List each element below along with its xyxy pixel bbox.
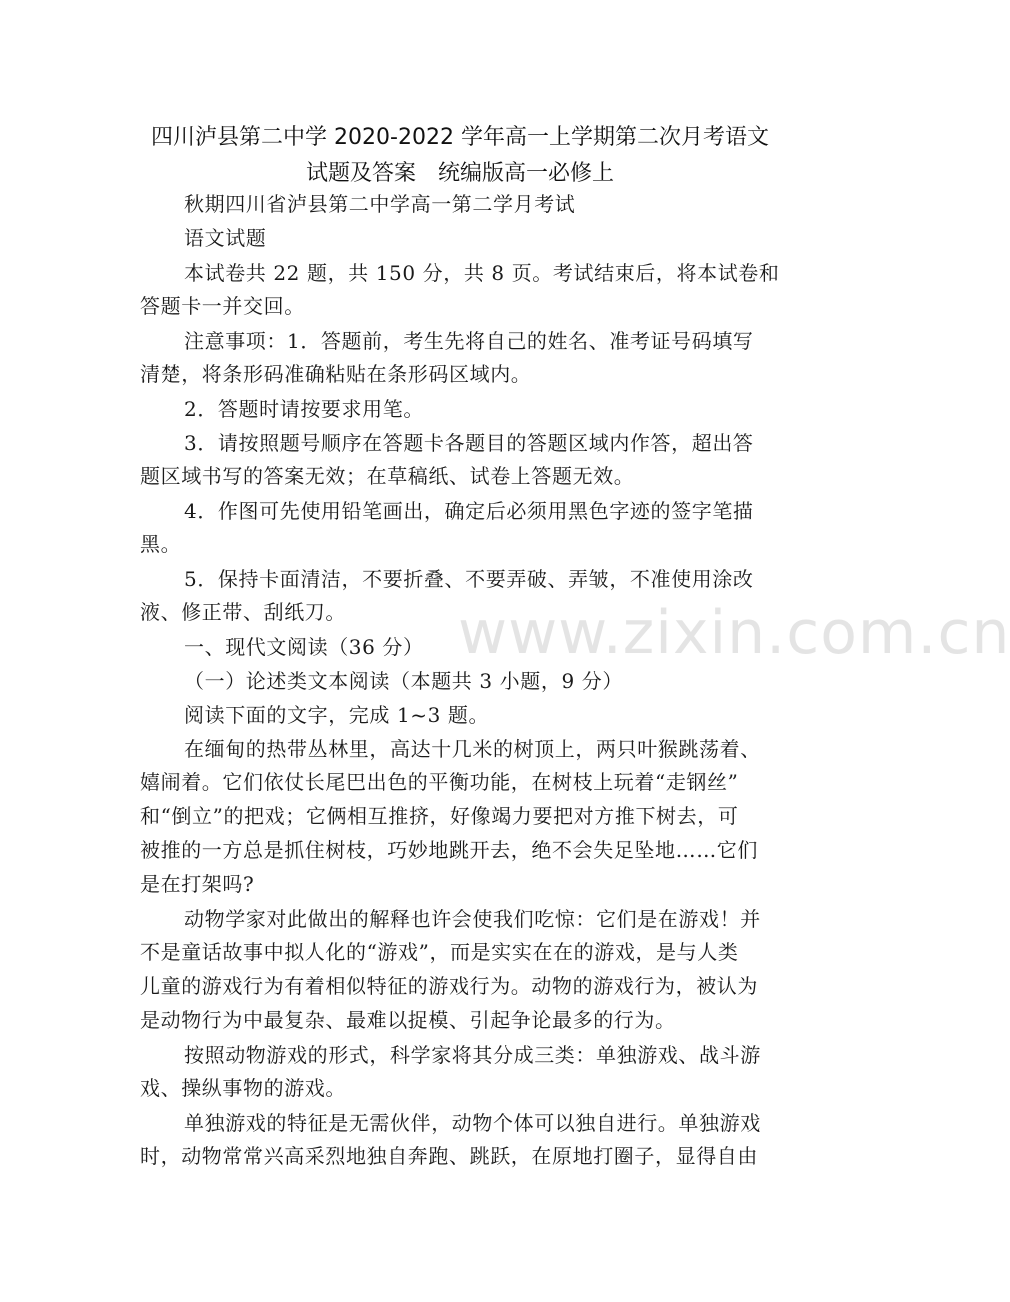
subsection-heading: （一）论述类文本阅读（本题共 3 小题，9 分） (184, 669, 623, 693)
paragraph-line: 被推的一方总是抓住树枝，巧妙地跳开去，绝不会失足坠地……它们 (140, 838, 758, 862)
document-title-line-2: 试题及答案 统编版高一必修上 (305, 161, 614, 186)
paragraph-line: 清楚，将条形码准确粘贴在条形码区域内。 (140, 362, 532, 386)
paragraph-line: 戏、操纵事物的游戏。 (140, 1076, 346, 1100)
paragraph-line: 是在打架吗? (140, 872, 255, 896)
paragraph-line: 时，动物常常兴高采烈地独自奔跑、跳跃，在原地打圈子，显得自由 (140, 1144, 758, 1168)
paragraph-line: 不是童话故事中拟人化的“游戏”，而是实实在在的游戏，是与人类 (140, 940, 739, 964)
section-heading: 一、现代文阅读（36 分） (184, 635, 424, 659)
paragraph-line: 注意事项：1．答题前，考生先将自己的姓名、准考证号码填写 (184, 329, 754, 353)
paragraph-line: 嬉闹着。它们依仗长尾巴出色的平衡功能，在树枝上玩着“走钢丝” (140, 770, 739, 794)
paragraph-line: 是动物行为中最复杂、最难以捉模、引起争论最多的行为。 (140, 1008, 676, 1032)
paragraph-line: 儿童的游戏行为有着相似特征的游戏行为。动物的游戏行为，被认为 (140, 974, 758, 998)
subject-line: 语文试题 (184, 226, 267, 250)
paragraph-line: 本试卷共 22 题，共 150 分，共 8 页。考试结束后，将本试卷和 (184, 261, 780, 285)
paragraph-line: 3．请按照题号顺序在答题卡各题目的答题区域内作答，超出答 (184, 431, 754, 455)
paragraph-line: 答题卡一并交回。 (140, 294, 305, 318)
paragraph-line: 按照动物游戏的形式，科学家将其分成三类：单独游戏、战斗游 (184, 1043, 761, 1067)
paragraph-line: 动物学家对此做出的解释也许会使我们吃惊：它们是在游戏！并 (184, 907, 761, 931)
document-title-line-1: 四川泸县第二中学 2020-2022 学年高一上学期第二次月考语文 (151, 125, 769, 150)
paragraph-line: 题区域书写的答案无效；在草稿纸、试卷上答题无效。 (140, 464, 635, 488)
paragraph-line: 4．作图可先使用铅笔画出，确定后必须用黑色字迹的签字笔描 (184, 499, 754, 523)
paragraph-line: 和“倒立”的把戏；它俩相互推挤，好像竭力要把对方推下树去，可 (140, 804, 739, 828)
paragraph-line: 液、修正带、刮纸刀。 (140, 600, 346, 624)
paragraph-line: 2．答题时请按要求用笔。 (184, 397, 424, 421)
paragraph-line: 在缅甸的热带丛林里，高达十几米的树顶上，两只叶猴跳荡着、 (184, 737, 761, 761)
paragraph-line: 5．保持卡面清洁，不要折叠、不要弄破、弄皱，不准使用涂改 (184, 567, 754, 591)
exam-name-line: 秋期四川省泸县第二中学高一第二学月考试 (184, 192, 576, 216)
paragraph-line: 黑。 (140, 532, 182, 556)
watermark: www.zixin.com.cn (458, 598, 1010, 668)
paragraph-line: 单独游戏的特征是无需伙伴，动物个体可以独自进行。单独游戏 (184, 1111, 761, 1135)
instruction-line: 阅读下面的文字，完成 1~3 题。 (184, 703, 490, 727)
